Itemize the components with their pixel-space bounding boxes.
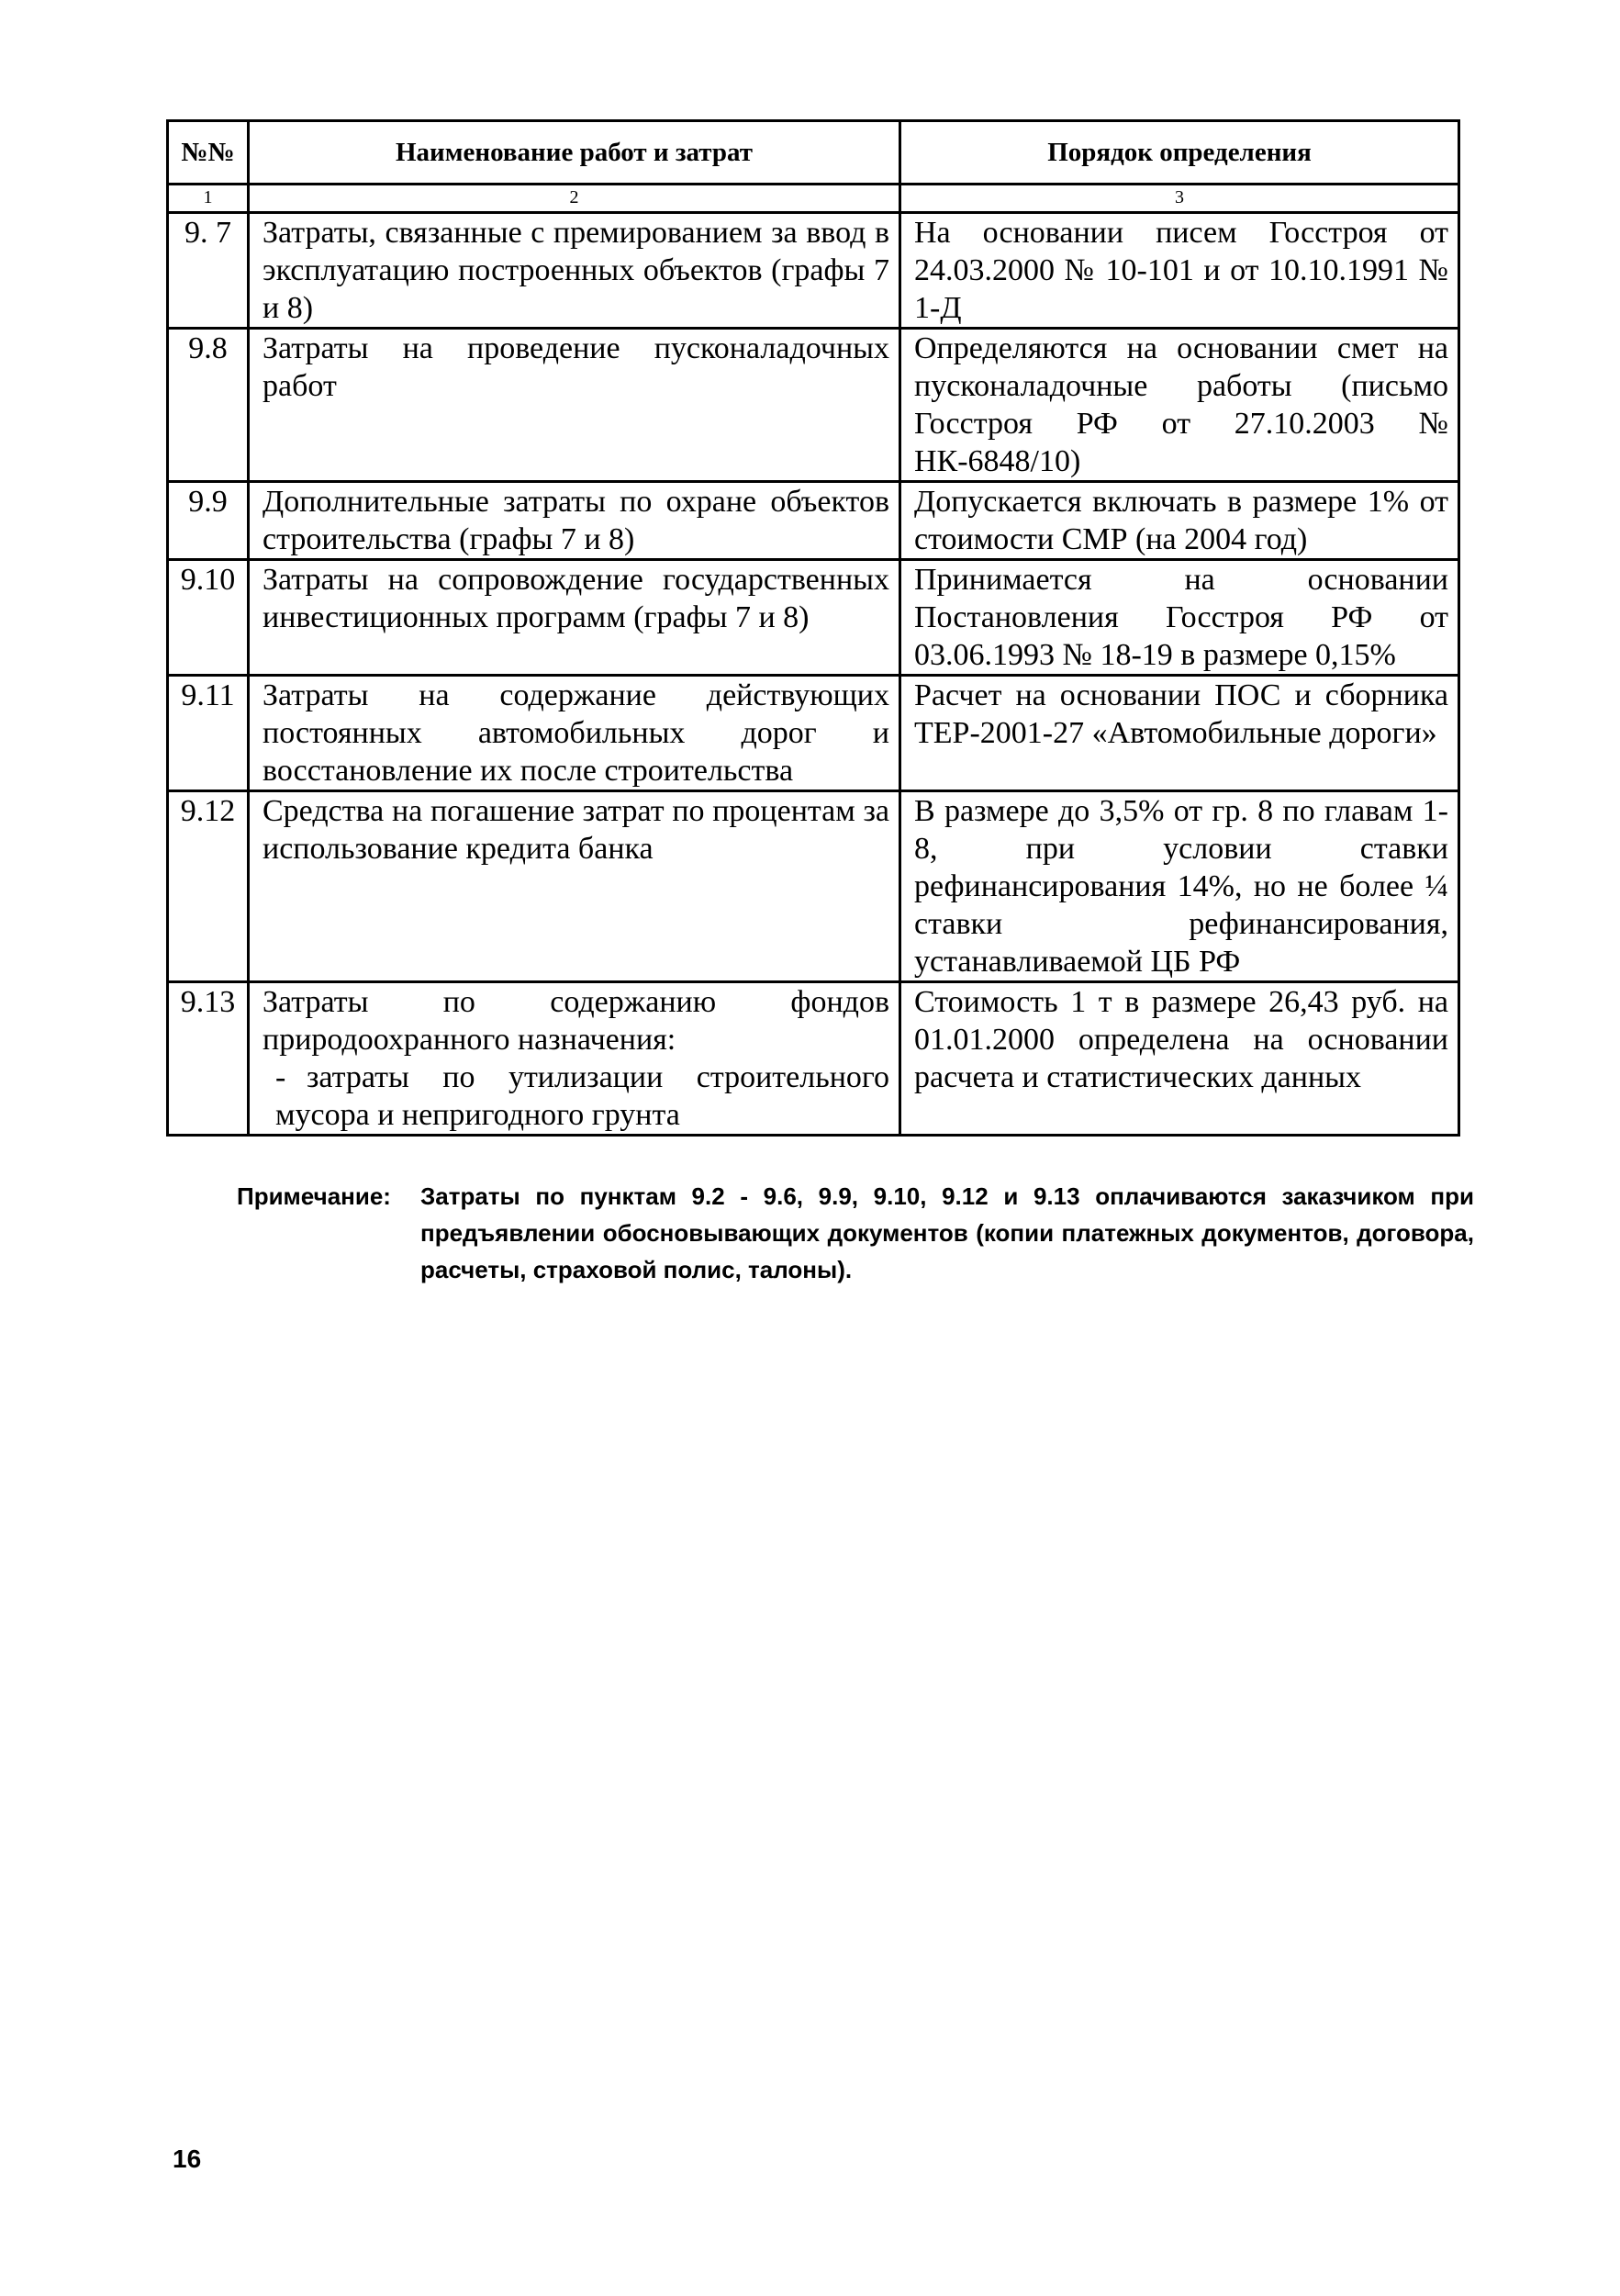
row-name: Затраты на сопровождение государственных инвестиционных программ (графы 7 и 8) [249,560,900,676]
column-number: 1 [168,185,249,213]
row-number: 9.12 [168,791,249,982]
row-method: Стоимость 1 т в размере 26,43 руб. на 01.01.2000 определена на основании расчета и статистических данных [900,982,1459,1136]
cost-table [166,119,1460,1137]
header-number: №№ [168,121,249,185]
table-header-row [168,121,1459,185]
row-name: Затраты на содержание действующих постоянных автомобильных дорог и восстановление их после строительства [249,676,900,791]
row-number: 9.8 [168,329,249,482]
row-method: Допускается включать в размере 1% от стоимости СМР (на 2004 год) [900,482,1459,560]
row-name: Затраты, связанные с премированием за ввод в эксплуатацию построенных объектов (графы 7 и 8) [249,213,900,329]
header-name: Наименование работ и затрат [249,121,900,185]
row-method: В размере до 3,5% от гр. 8 по главам 1-8, при условии ставки рефинансирования 14%, но не более ¼ ставки рефинансирования, устанавливаемой ЦБ РФ [900,791,1459,982]
row-bullet-text: затраты по утилизации строительного мусора и непригодного грунта [275,1060,889,1132]
row-name: Средства на погашение затрат по процентам за использование кредита банка [249,791,900,982]
row-method: Принимается на основании Постановления Госстроя РФ от 03.06.1993 № 18-19 в размере 0,15% [900,560,1459,676]
column-number-row [168,185,1459,213]
row-method: Расчет на основании ПОС и сборника ТЕР-2001-27 «Автомобильные дороги» [900,676,1459,791]
footnote [237,1178,1474,1288]
table-row [168,791,1459,982]
row-name: Затраты по содержанию фондов природоохранного назначения: [263,985,889,1057]
table-row [168,482,1459,560]
row-name-cell [249,982,900,1136]
column-number: 2 [249,185,900,213]
row-name: Дополнительные затраты по охране объектов строительства (графы 7 и 8) [249,482,900,560]
table-row [168,329,1459,482]
header-method: Порядок определения [900,121,1459,185]
row-method: На основании писем Госстроя от 24.03.2000 № 10-101 и от 10.10.1991 № 1-Д [900,213,1459,329]
row-number: 9. 7 [168,213,249,329]
row-number: 9.9 [168,482,249,560]
footnote-label: Примечание: [237,1182,391,1210]
table-row [168,676,1459,791]
table-row [168,560,1459,676]
page-number: 16 [173,2145,202,2173]
table-row [168,213,1459,329]
row-number: 9.13 [168,982,249,1136]
row-number: 9.11 [168,676,249,791]
row-name: Затраты на проведение пусконаладочных работ [249,329,900,482]
footnote-text: Затраты по пунктам 9.2 - 9.6, 9.9, 9.10, 9.12 и 9.13 оплачиваются заказчиком при предъявлении обосновывающих документов (копии платежных документов, договора, расчеты, страховой полис, талоны). [420,1182,1474,1283]
row-method: Определяются на основании смет на пусконаладочные работы (письмо Госстроя РФ от 27.10.2003 № НК-6848/10) [900,329,1459,482]
column-number: 3 [900,185,1459,213]
table-row [168,982,1459,1136]
row-bullet-item: - затраты по утилизации строительного мусора и непригодного грунта [275,1060,889,1132]
row-number: 9.10 [168,560,249,676]
